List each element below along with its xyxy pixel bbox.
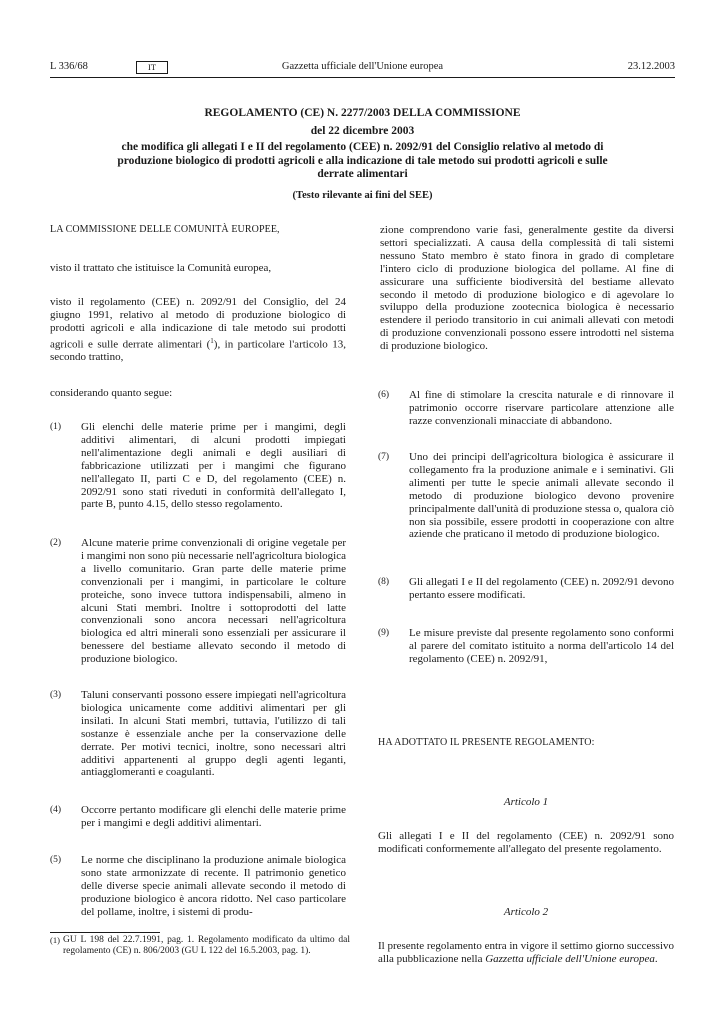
header-rule	[50, 77, 675, 78]
citation-regulation: visto il regolamento (CEE) n. 2092/91 del Consiglio, del 24 giugno 1991, relativo al metodo di produzione biologico di prodotti agricoli e alla indicazione di tale metodo sui prodotti agricoli e sulle derrate alimentari ($^1$), in particolare l'articolo 13, secondo trattino,	[50, 296, 346, 364]
eea-relevance: (Testo rilevante ai fini del SEE)	[292, 190, 433, 201]
page-header	[50, 61, 675, 75]
adoption-line: HA ADOTTATO IL PRESENTE REGOLAMENTO:	[378, 737, 595, 748]
article-2-text: Il presente regolamento entra in vigore il settimo giorno successivo alla pubblicazione nella Gazzetta ufficiale dell'Unione europea.	[378, 940, 675, 965]
page-reference: L 336/68	[50, 61, 88, 72]
article-1-text: Gli allegati I e II del regolamento (CEE) n. 2092/91 sono modificati conformemente all'allegato del presente regolamento.	[378, 830, 674, 855]
language-box: IT	[136, 61, 168, 74]
journal-reference: Gazzetta ufficiale dell'Unione europea	[485, 952, 655, 965]
regulation-title: REGOLAMENTO (CE) N. 2277/2003 DELLA COMMISSIONE	[204, 107, 521, 119]
commission-line: LA COMMISSIONE DELLE COMUNITÀ EUROPEE,	[50, 224, 280, 235]
publication-date: 23.12.2003	[627, 61, 675, 72]
footnote-ref: 1	[210, 336, 214, 345]
article-2-heading: Articolo 2	[503, 906, 549, 918]
article-1-heading: Articolo 1	[503, 796, 549, 808]
footnote-rule	[50, 932, 160, 933]
recital-5-continued: zione comprendono varie fasi, generalmente gestite da diversi settori specializzati. A causa della complessità di tali sistemi nessuno Stato membro è stato finora in grado di completare l'intero ciclo di produzione biologica del pollame. Al fine di assicurare una sufficiente biodiversità del bestiame allevato secondo il metodo di produzione biologico e di agevolare lo sviluppo della produzione zootecnica biologica è necessario estendere il periodo transitorio in cui animali allevati con metodi di produzione convenzionali possono essere introdotti nel sistema di produzione biologico.	[380, 224, 674, 353]
considering-line: considerando quanto segue:	[50, 387, 173, 399]
regulation-date: del 22 dicembre 2003	[310, 125, 415, 137]
citation-treaty: visto il trattato che istituisce la Comunità europea,	[50, 262, 272, 274]
regulation-subject: che modifica gli allegati I e II del regolamento (CEE) n. 2092/91 del Consiglio relativo al metodo di produzione biologico di prodotti agricoli e alla indicazione di tale metodo sui prodotti agricoli e sulle derrate alimentari	[117, 141, 608, 180]
journal-name: Gazzetta ufficiale dell'Unione europea	[281, 61, 444, 72]
